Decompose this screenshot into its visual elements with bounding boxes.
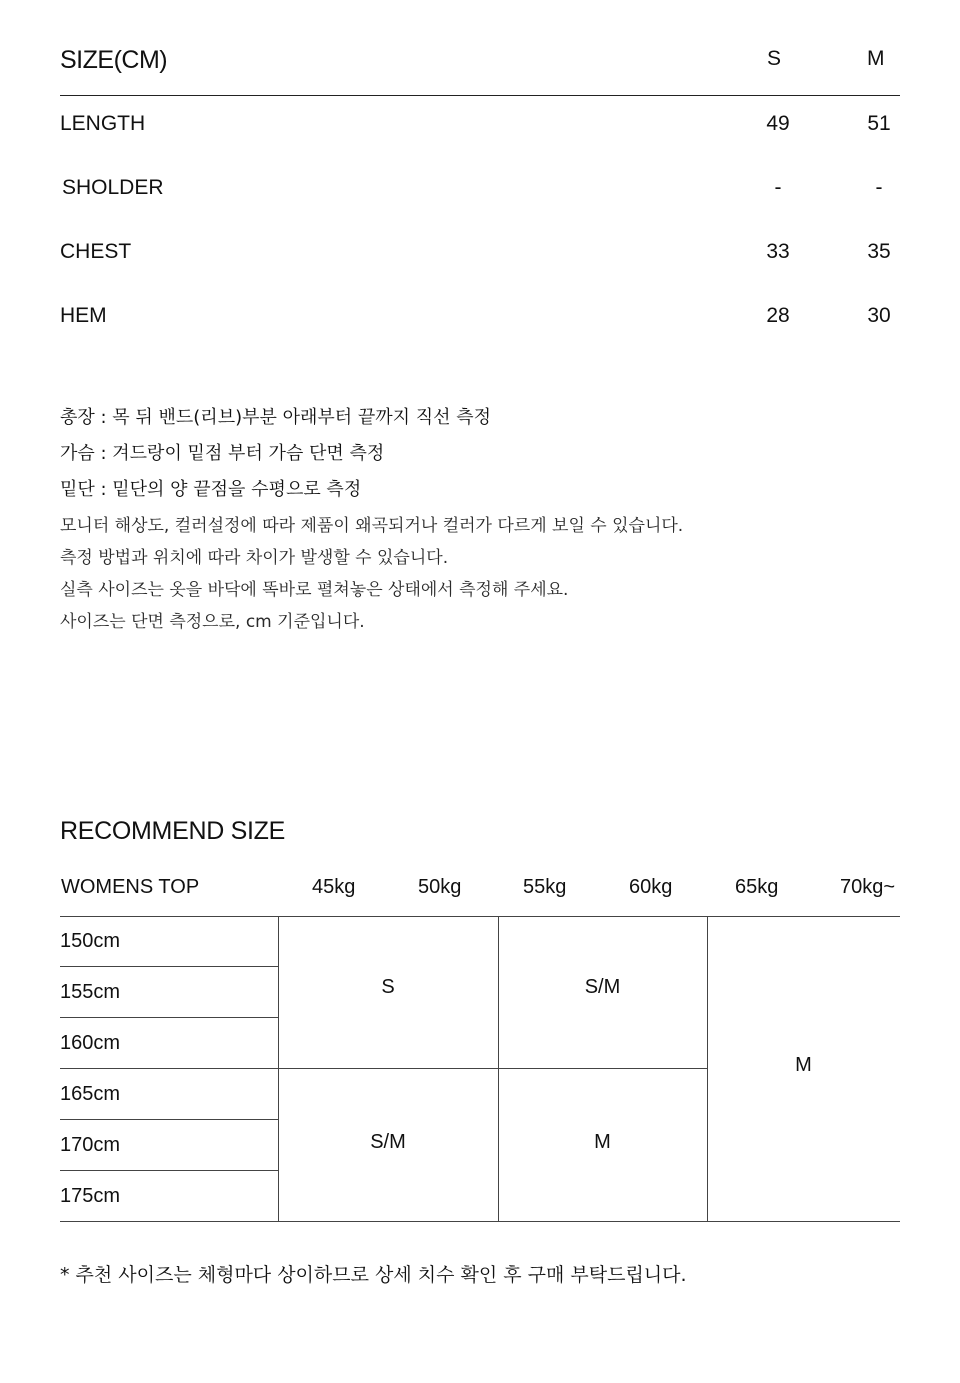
size-value-chest-m: 35	[867, 240, 891, 263]
grid-line-bottom	[60, 1221, 900, 1222]
rec-cell-short-light: S	[381, 976, 395, 998]
note-measure-flat: 실측 사이즈는 옷을 바닥에 똑바로 펼쳐놓은 상태에서 측정해 주세요.	[60, 580, 569, 600]
size-value-length-m: 51	[867, 112, 891, 135]
note-monitor-color: 모니터 해상도, 컬러설정에 따라 제품이 왜곡되거나 컬러가 다르게 보일 수 있습니다.	[60, 516, 684, 536]
rec-cell-tall-mid: M	[594, 1131, 611, 1153]
grid-line-row1	[60, 966, 278, 967]
rec-cell-short-mid: S/M	[584, 976, 621, 998]
weight-70-plus: 70kg~	[840, 876, 896, 898]
size-value-chest-s: 33	[766, 240, 790, 263]
rec-cell-heavy: M	[795, 1054, 812, 1076]
height-160: 160cm	[60, 1032, 121, 1054]
size-column-s: S	[767, 47, 782, 70]
weight-50: 50kg	[418, 876, 462, 898]
grid-line-row4	[60, 1119, 278, 1120]
weight-60: 60kg	[629, 876, 673, 898]
note-hem-method: 밑단 : 밑단의 양 끝점을 수평으로 측정	[60, 479, 362, 500]
grid-line-row2	[60, 1017, 278, 1018]
note-length-method: 총장 : 목 뒤 밴드(리브)부분 아래부터 끝까지 직선 측정	[60, 407, 492, 428]
recommend-footnote: * 추천 사이즈는 체형마다 상이하므로 상세 치수 확인 후 구매 부탁드립니다.	[60, 1264, 687, 1286]
height-150: 150cm	[60, 930, 121, 952]
height-175: 175cm	[60, 1185, 121, 1207]
recommend-header-label: WOMENS TOP	[61, 876, 200, 898]
grid-line-row3	[60, 1068, 707, 1069]
height-165: 165cm	[60, 1083, 121, 1105]
size-row-label-hem: HEM	[60, 304, 107, 327]
size-value-shoulder-s: -	[774, 176, 782, 199]
size-value-hem-m: 30	[867, 304, 891, 327]
size-value-length-s: 49	[766, 112, 790, 135]
grid-line-row5	[60, 1170, 278, 1171]
weight-45: 45kg	[312, 876, 356, 898]
recommend-title: RECOMMEND SIZE	[60, 817, 285, 845]
size-row-label-chest: CHEST	[60, 240, 132, 263]
size-column-m: M	[867, 47, 885, 70]
size-row-label-shoulder: SHOLDER	[62, 176, 164, 199]
weight-55: 55kg	[523, 876, 567, 898]
size-value-hem-s: 28	[766, 304, 790, 327]
grid-vline-2	[498, 916, 499, 1222]
height-155: 155cm	[60, 981, 121, 1003]
grid-line-top	[60, 916, 900, 917]
note-measure-unit: 사이즈는 단면 측정으로, cm 기준입니다.	[60, 612, 365, 632]
grid-vline-1	[278, 916, 279, 1222]
size-table-title: SIZE(CM)	[60, 46, 168, 74]
rec-cell-tall-light: S/M	[370, 1131, 406, 1153]
note-measure-difference: 측정 방법과 위치에 따라 차이가 발생할 수 있습니다.	[60, 548, 449, 568]
recommend-size-grid	[60, 916, 900, 1222]
size-row-label-length: LENGTH	[60, 112, 146, 135]
weight-65: 65kg	[735, 876, 779, 898]
size-value-shoulder-m: -	[875, 176, 883, 199]
height-170: 170cm	[60, 1134, 121, 1156]
note-chest-method: 가슴 : 겨드랑이 밑점 부터 가슴 단면 측정	[60, 443, 385, 464]
size-table-divider	[60, 95, 900, 96]
